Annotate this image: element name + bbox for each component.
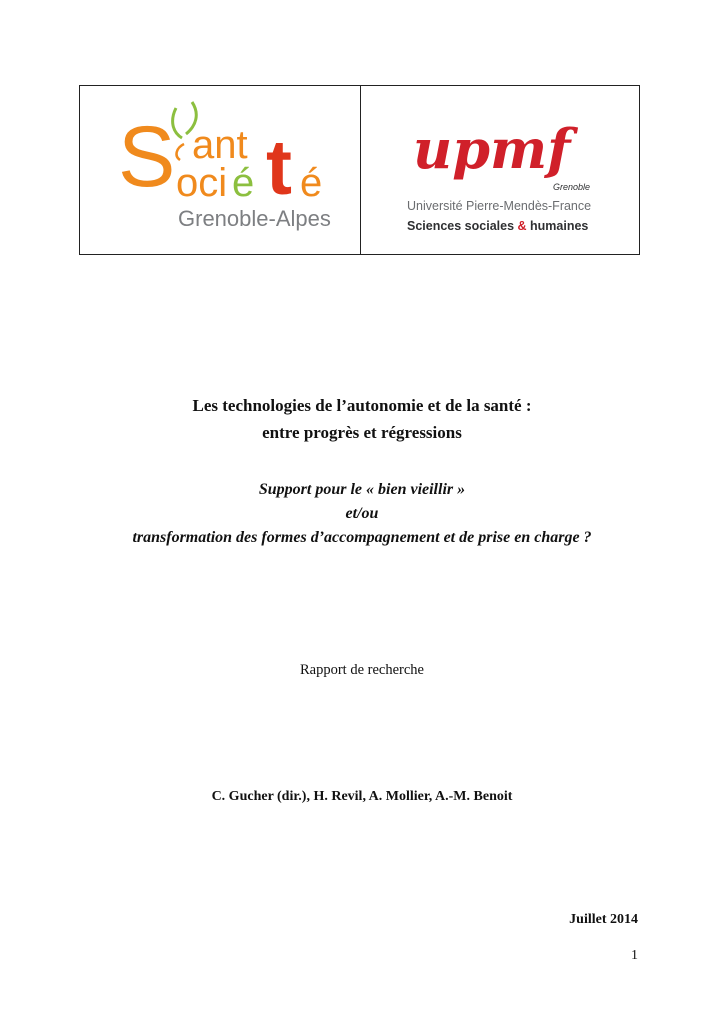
logo-table xyxy=(79,85,640,255)
logo-word-ant: ant xyxy=(192,123,248,167)
logo-letter-e-orange: é xyxy=(300,161,323,205)
subtitle-line1: Support pour le « bien vieillir » xyxy=(258,481,466,498)
sante-societe-logo-cell xyxy=(80,86,361,254)
main-title xyxy=(0,392,724,446)
authors: C. Gucher (dir.), H. Revil, A. Mollier, A.-M. Benoit xyxy=(211,789,513,804)
sprout-curl-icon xyxy=(177,144,184,160)
logo-subtitle: Grenoble-Alpes xyxy=(178,206,331,231)
subtitle-line3: transformation des formes d’accompagnement et de prise en charge ? xyxy=(132,529,592,546)
svg-text:Sciences sociales & xyxy=(407,219,588,233)
upmf-wordmark: upmf xyxy=(413,117,571,181)
big-s-letter: S xyxy=(118,109,176,205)
big-t-letter: t xyxy=(266,123,292,211)
upmf-city: Grenoble xyxy=(552,182,590,192)
publication-date: Juillet 2014 xyxy=(569,912,638,927)
upmf-logo-cell xyxy=(361,86,639,254)
logo-letter-e-green: é xyxy=(232,161,255,205)
sante-societe-logo xyxy=(80,86,361,256)
main-title-line2: entre progrès et régressions xyxy=(262,423,462,442)
page-number: 1 xyxy=(631,948,638,963)
subtitle-line2: et/ou xyxy=(345,505,379,522)
main-title-line1: Les technologies de l’autonomie et de la santé : xyxy=(192,396,532,415)
upmf-logo xyxy=(361,86,640,256)
upmf-university: Université Pierre-Mendès-France xyxy=(407,199,592,213)
upmf-faculty-a: Sciences sociales xyxy=(407,219,515,233)
logo-word-oci: oci xyxy=(176,161,228,205)
upmf-ampersand: & xyxy=(517,219,527,233)
report-type: Rapport de recherche xyxy=(300,662,424,678)
upmf-faculty-b: humaines xyxy=(530,219,589,233)
subtitle xyxy=(0,478,724,550)
